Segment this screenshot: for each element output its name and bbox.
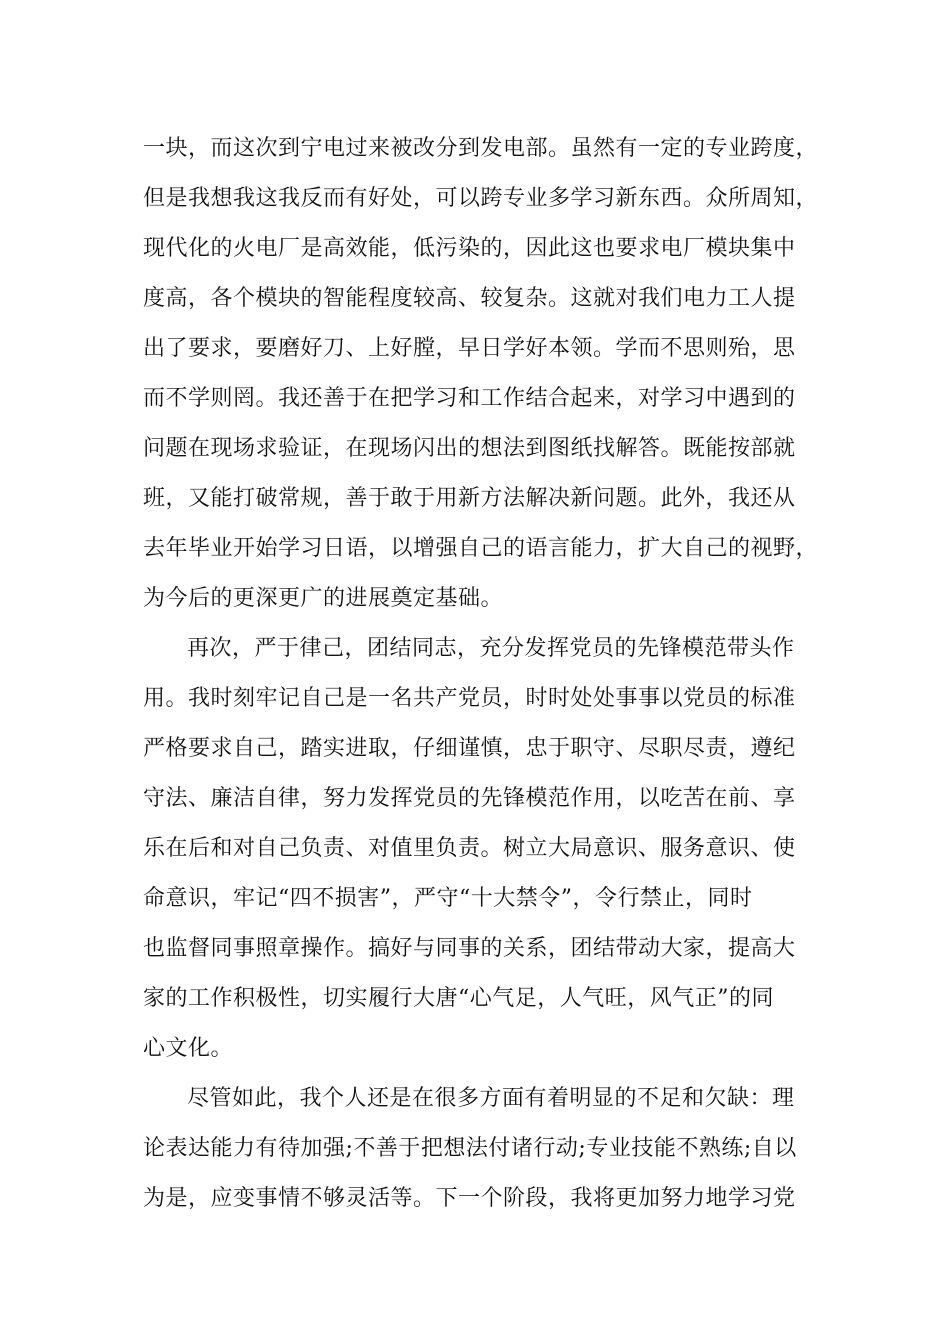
text-line: 乐在后和对自己负责、对值里负责。树立大局意识、服务意识、使 <box>143 836 796 861</box>
text-line: 用。我时刻牢记自己是一名共产党员，时时处处事事以党员的标准 <box>143 686 796 711</box>
text-line: 命意识，牢记“四不损害”，严守“十大禁令”，令行禁止，同时 <box>143 886 753 911</box>
text-line: 班，又能打破常规，善于敢于用新方法解决新问题。此外，我还从 <box>143 486 796 511</box>
text-line: 现代化的火电厂是高效能，低污染的，因此这也要求电厂模块集中 <box>143 236 796 261</box>
text-line: 为今后的更深更广的进展奠定基础。 <box>143 586 504 611</box>
text-line: 严格要求自己，踏实进取，仔细谨慎，忠于职守、尽职尽责，遵纪 <box>143 736 796 761</box>
text-line: 出了要求，要磨好刀、上好膛，早日学好本领。学而不思则殆，思 <box>143 336 796 361</box>
text-line: 去年毕业开始学习日语，以增强自己的语言能力，扩大自己的视野， <box>143 536 819 561</box>
text-line: 论表达能力有待加强;不善于把想法付诸行动;专业技能不熟练;自以 <box>143 1136 797 1161</box>
paragraph-start-line: 再次，严于律己，团结同志，充分发挥党员的先锋模范带头作 <box>187 636 795 661</box>
text-line: 度高，各个模块的智能程度较高、较复杂。这就对我们电力工人提 <box>143 286 796 311</box>
text-line: 也监督同事照章操作。搞好与同事的关系，团结带动大家，提高大 <box>143 936 796 961</box>
text-line: 心文化。 <box>143 1036 234 1061</box>
text-line: 问题在现场求验证，在现场闪出的想法到图纸找解答。既能按部就 <box>143 436 796 461</box>
text-line: 守法、廉洁自律，努力发挥党员的先锋模范作用，以吃苦在前、享 <box>143 786 796 811</box>
paragraph-start-line: 尽管如此，我个人还是在很多方面有着明显的不足和欠缺：理 <box>187 1086 795 1111</box>
text-line: 家的工作积极性，切实履行大唐“心气足，人气旺，风气正”的同 <box>143 986 774 1011</box>
text-line: 一块，而这次到宁电过来被改分到发电部。虽然有一定的专业跨度， <box>143 136 819 161</box>
text-line: 为是，应变事情不够灵活等。下一个阶段，我将更加努力地学习党 <box>143 1186 796 1211</box>
text-line: 但是我想我这我反而有好处，可以跨专业多学习新东西。众所周知， <box>143 186 819 211</box>
text-line: 而不学则罔。我还善于在把学习和工作结合起来，对学习中遇到的 <box>143 386 796 411</box>
